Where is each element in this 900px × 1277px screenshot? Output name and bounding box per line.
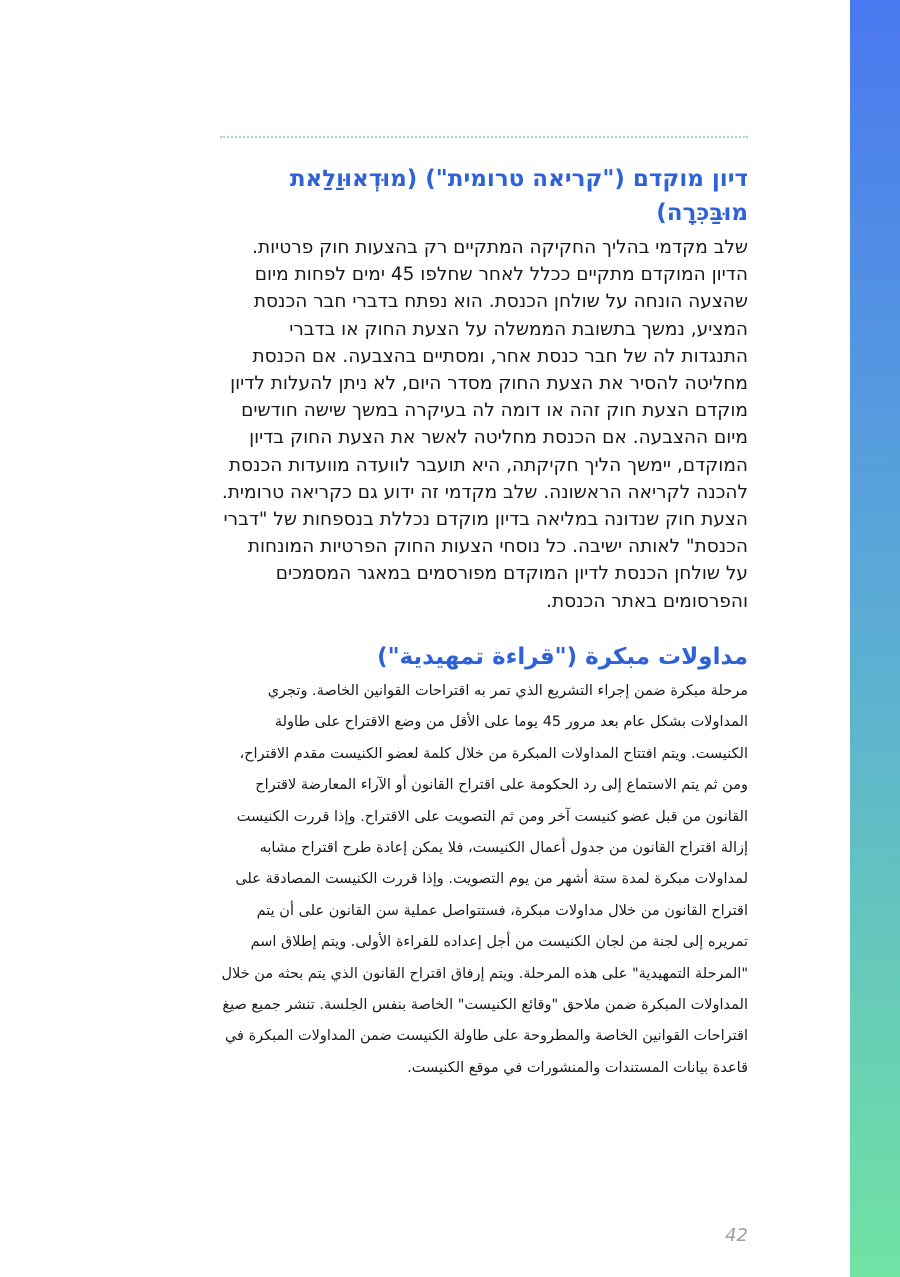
decorative-side-bar (850, 0, 900, 1277)
arabic-term-heading: مداولات مبكرة ("قراءة تمهيدية") (377, 644, 748, 670)
hebrew-term-section (220, 162, 748, 615)
hebrew-term-heading: דיון מוקדם ("קריאה טרומית") (מוּדְאוּוַלַאת מוּבַּכִּרָה) (289, 166, 748, 226)
arabic-term-section (220, 640, 748, 1084)
hebrew-term-definition: שלב מקדמי בהליך החקיקה המתקיים רק בהצעות חוק פרטיות. הדיון המוקדם מתקיים ככלל לאחר שחלפו 45 ימים לפחות מיום שהצעה הונחה על שולחן הכנסת. הוא נפתח בדברי חבר הכנסת המציע, נמשך בתשובת הממשלה על הצעת החוק או בדברי התנגדות לה של חבר כנסת אחר, ומסתיים בהצבעה. אם הכנסת מחליטה להסיר את הצעת החוק מסדר היום, לא ניתן להעלות לדיון מוקדם הצעת חוק זהה או דומה לה בעיקרה במשך שישה חודשים מיום ההצבעה. אם הכנסת מחליטה לאשר את הצעת החוק בדיון המוקדם, יימשך הליך חקיקתה, היא תועבר לוועדה מוועדות הכנסת להכנה לקריאה הראשונה. שלב מקדמי זה ידוע גם כקריאה טרומית. הצעת חוק שנדונה במליאה בדיון מוקדם נכללת בנספחות של "דברי הכנסת" לאותה ישיבה. כל נוסחי הצעות החוק הפרטיות המונחות על שולחן הכנסת לדיון המוקדם מפורסמים במאגר המסמכים והפרסומים באתר הכנסת. (221, 237, 748, 612)
page-number: 42 (725, 1225, 748, 1246)
arabic-term-definition: مرحلة مبكرة ضمن إجراء التشريع الذي تمر به اقتراحات القوانين الخاصة. وتجري المداولات بشكل عام بعد مرور 45 يوما على الأقل من وضع الاقتراح على طاولة الكنيست. ويتم افتتاح المداولات المبكرة من خلال كلمة لعضو الكنيست مقدم الاقتراح، ومن ثم يتم الاستماع إلى رد الحكومة على اقتراح القانون أو الآراء المعارضة لاقتراح القانون من قبل عضو كنيست آخر ومن ثم التصويت على الاقتراح. وإذا قررت الكنيست إزالة اقتراح القانون من جدول أعمال الكنيست، فلا يمكن إعادة طرح اقتراح مشابه لمداولات مبكرة لمدة ستة أشهر من يوم التصويت. وإذا قررت الكنيست المصادقة على اقتراح القانون من خلال مداولات مبكرة، فستتواصل عملية سن القانون على أن يتم تمريره إلى لجنة من لجان الكنيست من أجل إعداده للقراءة الأولى. ويتم إطلاق اسم "المرحلة التمهيدية" على هذه المرحلة. ويتم إرفاق اقتراح القانون الذي يتم بحثه من خلال المداولات المبكرة ضمن ملاحق "وقائع الكنيست" الخاصة بنفس الجلسة. تنشر جميع صيغ اقتراحات القوانين الخاصة والمطروحة على طاولة الكنيست ضمن المداولات المبكرة في قاعدة بيانات المستندات والمنشورات في موقع الكنيست. (221, 683, 748, 1076)
dotted-divider (220, 136, 748, 138)
